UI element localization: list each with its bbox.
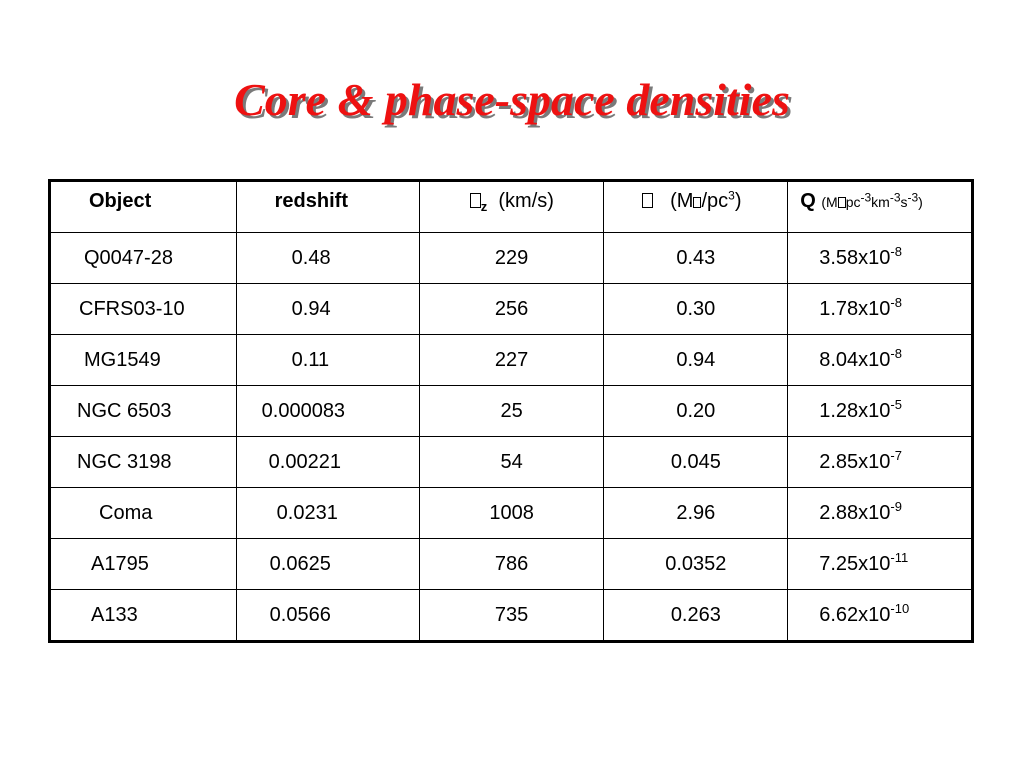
cell-sigma-value: 735: [494, 603, 529, 626]
table-row: [50, 590, 973, 642]
sigma-subscript: z: [480, 199, 488, 214]
header-object-label: Object: [89, 190, 152, 212]
q-unit-exp1: -3: [860, 190, 872, 205]
cell-sigma-value: 1008: [489, 501, 534, 524]
cell-rho-value: 0.94: [676, 348, 716, 371]
cell-rho: [604, 437, 788, 488]
q-unit-exp2: -3: [889, 190, 901, 205]
cell-object-value: NGC 3198: [77, 450, 172, 473]
cell-rho: [604, 233, 788, 284]
q-label: Q: [800, 190, 816, 212]
rho-unit-b: /pc: [701, 190, 729, 212]
table-row: [50, 386, 973, 437]
header-sigma: [419, 181, 604, 233]
cell-object: [50, 284, 237, 335]
cell-q: [788, 437, 973, 488]
q-mantissa: 7.25x10: [819, 552, 891, 575]
cell-rho: [604, 590, 788, 642]
cell-object: [50, 386, 237, 437]
cell-sigma: [419, 386, 604, 437]
q-mantissa: 2.88x10: [819, 501, 891, 524]
q-exponent: -7: [890, 447, 902, 463]
cell-sigma-value: 786: [494, 552, 529, 575]
q-unit-d: s: [900, 194, 908, 210]
cell-rho: [604, 335, 788, 386]
rho-unit-exp: 3: [728, 188, 735, 203]
cell-redshift: [236, 284, 419, 335]
cell-redshift-value: 0.0566: [269, 603, 331, 626]
q-mantissa: 8.04x10: [819, 348, 891, 371]
cell-q-value: [788, 294, 971, 321]
table-row: [50, 437, 973, 488]
table-row: [50, 539, 973, 590]
q-exponent: -8: [890, 243, 902, 259]
q-exponent: -9: [890, 498, 902, 514]
rho-symbol-icon: [642, 193, 653, 208]
cell-sigma-value: 229: [494, 246, 529, 269]
cell-redshift: [236, 437, 419, 488]
cell-rho-value: 0.263: [670, 603, 721, 626]
cell-redshift: [236, 539, 419, 590]
q-mantissa: 6.62x10: [819, 603, 891, 626]
cell-object-value: Coma: [99, 501, 153, 524]
table-row: [50, 284, 973, 335]
q-exponent: -11: [890, 549, 909, 565]
rho-unit-c: ): [734, 190, 742, 212]
cell-q: [788, 335, 973, 386]
cell-redshift: [236, 233, 419, 284]
cell-sigma-value: 25: [500, 399, 523, 422]
q-mantissa: 1.28x10: [819, 399, 891, 422]
cell-redshift: [236, 590, 419, 642]
table-row: [50, 335, 973, 386]
cell-rho-value: 0.43: [676, 246, 716, 269]
cell-q-value: [788, 345, 971, 372]
q-exponent: -5: [890, 396, 902, 412]
table-row: [50, 233, 973, 284]
cell-object-value: Q0047-28: [84, 246, 173, 269]
cell-sigma-value: 54: [500, 450, 523, 473]
table-body: [50, 233, 973, 642]
cell-rho: [604, 539, 788, 590]
cell-q-value: [788, 498, 971, 525]
sigma-symbol-icon: [470, 193, 481, 208]
cell-sigma-value: 256: [494, 297, 529, 320]
table-row: [50, 488, 973, 539]
header-object: [50, 181, 237, 233]
q-mantissa: 2.85x10: [819, 450, 891, 473]
cell-sigma: [419, 437, 604, 488]
cell-object: [50, 335, 237, 386]
cell-redshift: [236, 488, 419, 539]
cell-redshift-value: 0.00221: [268, 450, 341, 473]
rho-unit-a: (M: [670, 190, 694, 212]
cell-sigma: [419, 539, 604, 590]
cell-rho-value: 0.30: [676, 297, 716, 320]
cell-q: [788, 539, 973, 590]
cell-q-value: [788, 600, 971, 627]
cell-rho-value: 2.96: [676, 501, 716, 524]
cell-object: [50, 488, 237, 539]
header-rho: [604, 181, 788, 233]
cell-q-value: [788, 447, 971, 474]
cell-sigma: [419, 284, 604, 335]
cell-object-value: CFRS03-10: [79, 297, 185, 320]
slide-title: Core & phase-space densities: [234, 74, 790, 125]
table-header-row: [50, 181, 973, 233]
cell-object: [50, 437, 237, 488]
cell-redshift-value: 0.11: [291, 348, 330, 371]
q-mantissa: 1.78x10: [819, 297, 891, 320]
q-exponent: -8: [890, 294, 902, 310]
cell-sigma-value: 227: [494, 348, 529, 371]
cell-rho: [604, 284, 788, 335]
cell-q: [788, 284, 973, 335]
cell-object: [50, 539, 237, 590]
cell-rho-value: 0.045: [670, 450, 721, 473]
cell-redshift-value: 0.94: [291, 297, 331, 320]
cell-q: [788, 590, 973, 642]
cell-q-value: [788, 243, 971, 270]
cell-rho: [604, 386, 788, 437]
q-mantissa: 3.58x10: [819, 246, 891, 269]
cell-object: [50, 233, 237, 284]
cell-sigma: [419, 590, 604, 642]
cell-q: [788, 488, 973, 539]
cell-rho-value: 0.0352: [665, 552, 727, 575]
cell-sigma: [419, 233, 604, 284]
cell-redshift-value: 0.0625: [269, 552, 331, 575]
cell-object-value: MG1549: [84, 348, 161, 371]
cell-q: [788, 233, 973, 284]
cell-object-value: NGC 6503: [77, 399, 172, 422]
cell-q-value: [788, 549, 971, 576]
cell-redshift-value: 0.48: [291, 246, 331, 269]
cell-redshift: [236, 386, 419, 437]
q-unit-c: km: [871, 194, 890, 210]
cell-sigma: [419, 335, 604, 386]
cell-redshift-value: 0.000083: [261, 399, 346, 422]
q-exponent: -10: [890, 600, 910, 616]
cell-rho-value: 0.20: [676, 399, 716, 422]
cell-rho: [604, 488, 788, 539]
sun-symbol-icon: [838, 197, 846, 208]
q-unit-b: pc: [845, 194, 861, 210]
header-redshift: [236, 181, 419, 233]
cell-object-value: A1795: [91, 552, 149, 575]
cell-object: [50, 590, 237, 642]
cell-redshift-value: 0.0231: [276, 501, 338, 524]
cell-q: [788, 386, 973, 437]
cell-q-value: [788, 396, 971, 423]
sigma-unit: (km/s): [498, 190, 554, 212]
q-unit-a: (M: [821, 194, 838, 210]
header-redshift-label: redshift: [274, 190, 348, 212]
q-exponent: -8: [890, 345, 902, 361]
cell-redshift: [236, 335, 419, 386]
header-q: [788, 181, 973, 233]
cell-object-value: A133: [91, 603, 138, 626]
cell-sigma: [419, 488, 604, 539]
q-unit-e: ): [918, 194, 923, 210]
data-table: [48, 179, 974, 643]
q-unit-exp3: -3: [907, 190, 919, 205]
